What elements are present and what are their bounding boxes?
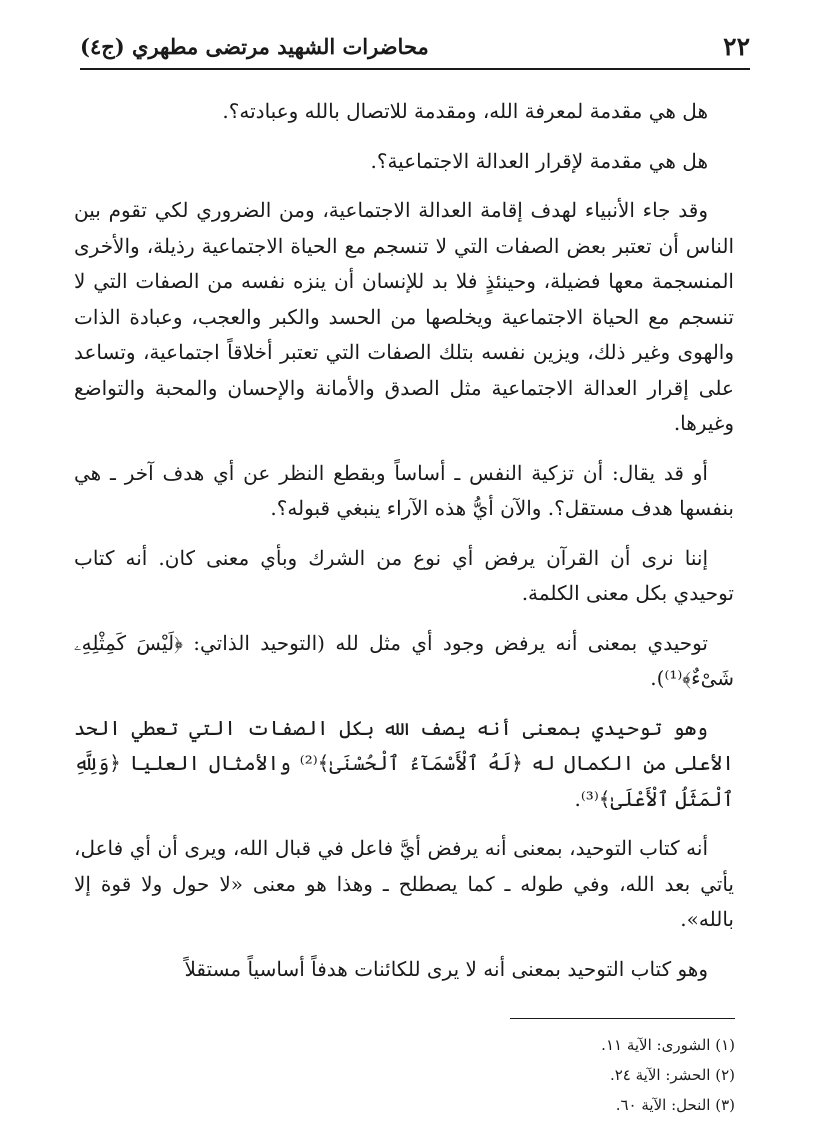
footnote-rule [510,1018,735,1019]
header-rule [80,68,750,70]
body-text [74,94,734,1001]
footnote-2: (٢) الحشر: الآية ٢٤. [609,1066,735,1084]
paragraph: هل هي مقدمة لإقرار العدالة الاجتماعية؟. [370,148,708,173]
running-title: محاضرات الشهيد مرتضى مطهري (ج٤) [80,33,429,59]
footnotes [420,1030,735,1120]
footnote-3: (٣) النحل: الآية ٦٠. [615,1096,735,1114]
paragraph: هل هي مقدمة لمعرفة الله، ومقدمة للاتصال بالله وعبادته؟. [222,99,708,123]
paragraph: توحيدي بمعنى أنه يرفض وجود أي مثل لله (التوحيد الذاتي: ﴿لَيْسَ كَمِثْلِهِۦ شَىْءٌ﴾⁽¹⁾). [74,630,734,690]
paragraph: وقد جاء الأنبياء لهدف إقامة العدالة الاجتماعية، ومن الضروري لكي تقوم بين الناس أن تعتبر بعض الصفات التي لا تنسجم مع الحياة الاجتماعية رذيلة، والأخرى المنسجمة معها فضيلة، وحينئذٍ فلا بد للإنسان أن ينزه نفسه من الصفات التي لا تنسجم مع الحياة الاجتماعية ويخلصها من الحسد والكبر والعجب، وعبادة الذات والهوى وغير ذلك، ويزين نفسه بتلك الصفات التي تعتبر أخلاقاً اجتماعية، وتساعد على إقرار العدالة الاجتماعية مثل الصدق والأمانة والإحسان والمحبة والتواضع وغيرها. [74,198,734,435]
footnote-1: (١) الشورى: الآية ١١. [601,1036,735,1054]
page-header [80,26,750,66]
paragraph: وهو كتاب التوحيد بمعنى أنه لا يرى للكائنات هدفاً أساسياً مستقلاً [184,956,708,981]
paragraph: أو قد يقال: أن تزكية النفس ـ أساساً وبقطع النظر عن أي هدف آخر ـ هي بنفسها هدف مستقل؟. والآن أيُّ هذه الآراء ينبغي قبوله؟. [74,460,734,520]
paragraph: إننا نرى أن القرآن يرفض أي نوع من الشرك وبأي معنى كان. أنه كتاب توحيدي بكل معنى الكلمة. [74,545,734,605]
paragraph: أنه كتاب التوحيد، بمعنى أنه يرفض أيَّ فاعل في قبال الله، ويرى أن أي فاعل، يأتي بعد الله، وفي طوله ـ كما يصطلح ـ وهذا هو معنى «لا حول ولا قوة إلا بالله». [74,836,734,931]
page-number: ٢٢ [723,31,750,61]
paragraph: وهو توحيدي بمعنى أنه يصف الله بكل الصفات التي تعطي الحد الأعلى من الكمال له ﴿لَهُ ٱلْأَسْمَآءُ ٱلْحُسْنَىٰ﴾⁽²⁾ والأمثال العليا ﴿وَلِلَّهِ ٱلْمَثَلُ ٱلْأَعْلَىٰ﴾⁽³⁾. [74,715,735,811]
